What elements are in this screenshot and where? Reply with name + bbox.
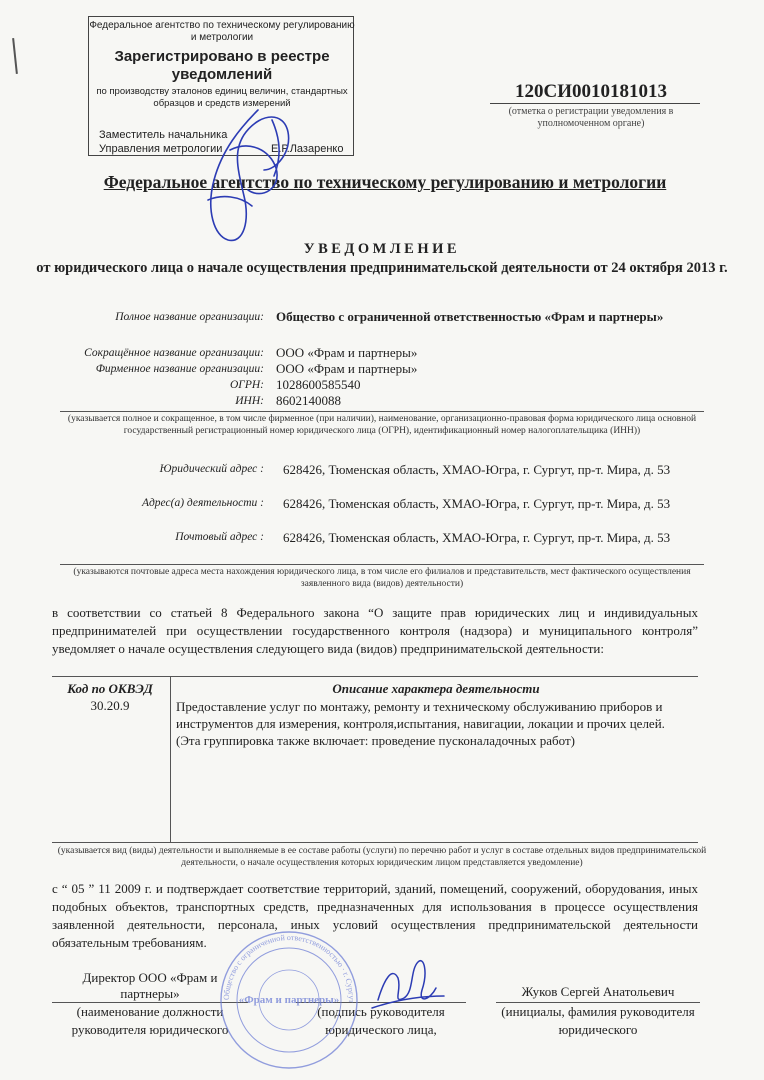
activity-address-label: Адрес(а) деятельности : [141, 497, 264, 509]
fio-caption: (инициалы, фамилия руководителя юридического [501, 1004, 695, 1037]
activity-description-value: Предоставление услуг по монтажу, ремонту и техническому обслуживанию приборов и инструментов для измерения, контроля,испытания, навигации, локации и прочих целей. (Эта группировка также включает: проведение пусконаладочных работ) [176, 699, 665, 748]
okved-code-header: Код по ОКВЭД [67, 681, 153, 696]
inn-label: ИНН: [235, 395, 264, 407]
address-caption: (указываются почтовые адреса места нахождения юридического лица, в том числе его филиалов и представительств, мест фактического осуществления заявленного вида (видов) деятельности) [73, 567, 691, 589]
law-paragraph: в соответствии со статьей 8 Федерального закона “О защите прав юридических лиц и индивидуальных предпринимателей при осуществлении государственного контроля (надзора) и муниципального контроля” уведомляет о начале осуществления следующего вида (видов) предпринимательской деятельности: [52, 605, 698, 656]
postal-address-label: Почтовый адрес : [175, 531, 264, 543]
brand-name-value: ООО «Фрам и партнеры» [276, 361, 418, 376]
stamp-agency: Федеральное агентство по техническому регулированию и метрологии [89, 20, 355, 43]
stamp-deputy-line2: Управления метрологии [99, 143, 223, 155]
director-signature-mark [372, 961, 444, 1008]
legal-address-value: 628426, Тюменская область, ХМАО-Югра, г. Сургут, пр-т. Мира, д. 53 [283, 462, 671, 477]
compliance-paragraph: с “ 05 ” 11 2009 г. и подтверждает соответствие территорий, зданий, помещений, сооружений, оборудования, иных подобных объектов, транспортных средств, предназначенных для использования в процессе осуществления заявленной деятельности, персонала, иных условий осуществления предпринимательской деятельности обязательным требованиям. [52, 881, 698, 950]
org-caption: (указывается полное и сокращенное, в том числе фирменное (при наличии), наименование, организационно-правовая форма юридического лица основной государственный регистрационный номер юридического лица (ОГРН), идентификационный номер налогоплательщика (ИНН)) [67, 414, 697, 436]
full-name-label: Полное название организации: [115, 311, 264, 323]
registration-caption: (отметка о регистрации уведомления в уполномоченном органе) [508, 106, 674, 129]
short-name-value: ООО «Фрам и партнеры» [276, 345, 418, 360]
agency-heading: Федеральное агентство по техническому регулированию и метрологии [103, 172, 667, 192]
full-name-value: Общество с ограниченной ответственностью «Фрам и партнеры» [276, 309, 664, 324]
signatory-position: Директор ООО «Фрам и партнеры» [82, 970, 218, 1001]
notice-subtitle: от юридического лица о начале осуществления предпринимательской деятельности от 24 октября 2013 г. [36, 260, 728, 276]
activity-description-header: Описание характера деятельности [332, 681, 540, 696]
notice-title: УВЕДОМЛЕНИЕ [303, 241, 461, 257]
activity-caption: (указывается вид (виды) деятельности и выполняемые в ее составе работы (услуги) по перечню работ и услуг в составе отдельных видов предпринимательской деятельности, о начале осуществления которых юридическим лицом представляется уведомление) [57, 846, 707, 868]
stamp-official-name: Е.Р.Лазаренко [271, 143, 344, 155]
short-name-label: Сокращённое название организации: [84, 347, 264, 359]
activity-address-value: 628426, Тюменская область, ХМАО-Югра, г. Сургут, пр-т. Мира, д. 53 [283, 496, 671, 511]
postal-address-value: 628426, Тюменская область, ХМАО-Югра, г. Сургут, пр-т. Мира, д. 53 [283, 530, 671, 545]
signatory-fio: Жуков Сергей Анатольевич [521, 984, 675, 999]
inn-value: 8602140088 [276, 393, 341, 408]
seal-ring-text: Общество с ограниченной ответственностью · г. Сургут [221, 932, 357, 1003]
registration-number: 120СИ0010181013 [515, 81, 667, 102]
stamp-title: Зарегистрировано в реестре уведомлений [114, 48, 330, 83]
ogrn-value: 1028600585540 [276, 377, 361, 392]
position-caption: (наименование должности руководителя юридического [71, 1004, 229, 1037]
company-seal [221, 932, 357, 1068]
legal-address-label: Юридический адрес : [159, 463, 264, 475]
signature-caption: (подпись руководителя юридического лица, [317, 1004, 445, 1037]
brand-name-label: Фирменное название организации: [95, 363, 264, 375]
stamp-subtitle: по производству эталонов единиц величин, стандартных образцов и средств измерений [96, 86, 348, 109]
stamp-deputy-line1: Заместитель начальника [99, 129, 228, 141]
seal-center-text: «Фрам и партнеры» [238, 994, 340, 1006]
official-signature-mark [208, 110, 289, 240]
okved-code-value: 30.20.9 [90, 698, 130, 713]
ogrn-label: ОГРН: [229, 379, 264, 391]
